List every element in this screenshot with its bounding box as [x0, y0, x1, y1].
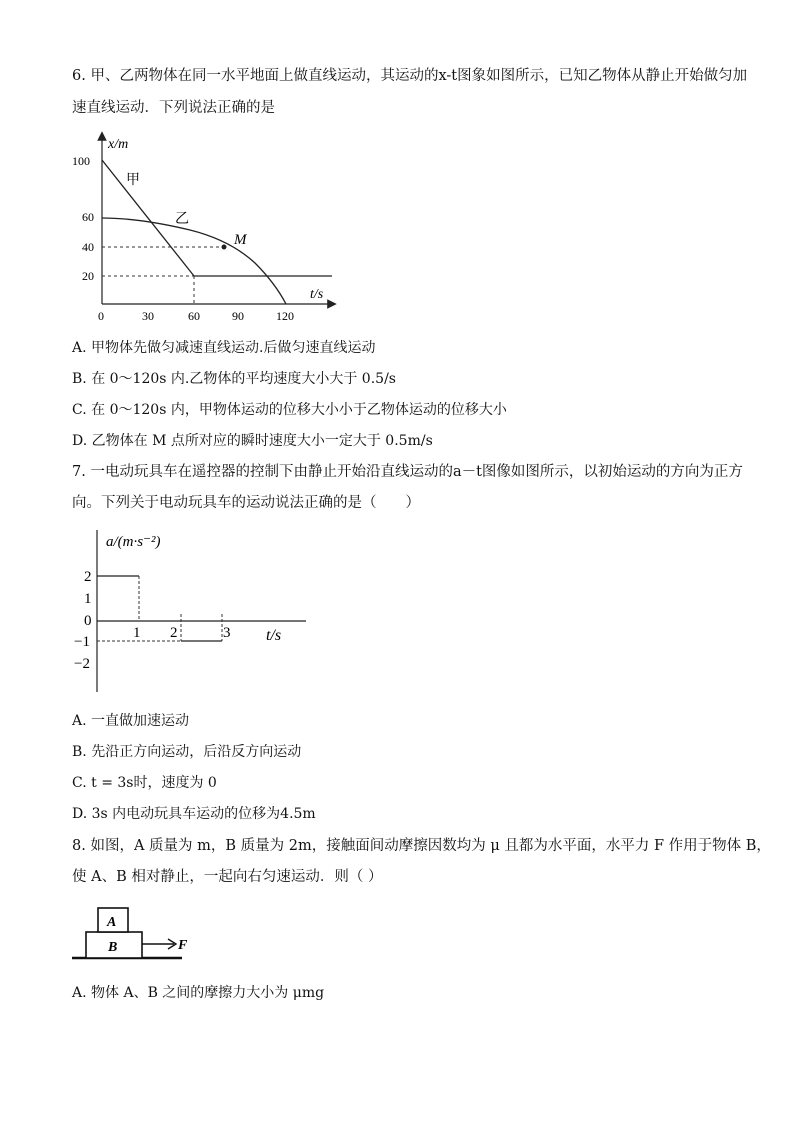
x-axis-label: t/s [310, 287, 324, 302]
y-tick-neg1: −1 [74, 634, 90, 650]
block-a-label: A [107, 915, 117, 930]
q6-option-a: A. 甲物体先做匀减速直线运动.后做匀速直线运动 [72, 340, 376, 356]
x-tick-60: 60 [188, 309, 200, 323]
curve-yi-label: 乙 [175, 212, 189, 227]
q7-option-b: B. 先沿正方向运动，后沿反方向运动 [72, 744, 302, 760]
x-tick-0: 0 [98, 309, 104, 323]
q8-stem-line2: 使 A、B 相对静止，一起向右匀速运动．则（ ） [72, 869, 383, 885]
x-tick-30: 30 [142, 309, 154, 323]
block-b-label: B [108, 940, 118, 955]
q7-stem-line1: 7. 一电动玩具车在遥控器的控制下由静止开始沿直线运动的a－t图像如图所示，以初始运动的方向为正方 [72, 464, 743, 480]
q7-stem-line2: 向。下列关于电动玩具车的运动说法正确的是（ ） [72, 495, 420, 511]
q6-stem-line1: 6. 甲、乙两物体在同一水平地面上做直线运动，其运动的x-t图象如图所示，已知乙物体从静止开始做匀加 [72, 68, 748, 84]
y-axis-label: a/(m·s⁻²) [106, 534, 161, 550]
x-tick-90: 90 [232, 309, 244, 323]
q6-stem-line2: 速直线运动．下列说法正确的是 [72, 100, 275, 116]
curve-yi [102, 218, 286, 304]
y-tick-neg2: −2 [74, 656, 90, 672]
y-tick-100: 100 [72, 154, 90, 168]
q6-option-b: B. 在 0～120s 内.乙物体的平均速度大小大于 0.5/s [72, 371, 396, 387]
q6-xt-graph [70, 128, 340, 328]
x-tick-1: 1 [133, 625, 141, 641]
y-tick-20: 20 [82, 269, 94, 283]
force-label: F [178, 938, 188, 953]
q8-stem-line1: 8. 如图，A 质量为 m，B 质量为 2m，接触面间动摩擦因数均为 μ 且都为水平面，水平力 F 作用于物体 B， [72, 838, 771, 854]
x-tick-120: 120 [276, 309, 294, 323]
y-tick-40: 40 [82, 240, 94, 254]
y-tick-2: 2 [84, 569, 92, 585]
q8-option-a: A. 物体 A、B 之间的摩擦力大小为 μmg [72, 985, 325, 1001]
point-m-label: M [234, 232, 247, 248]
q7-option-c: C. t = 3s时，速度为 0 [72, 775, 217, 791]
q7-option-d: D. 3s 内电动玩具车运动的位移为4.5m [72, 806, 316, 822]
x-tick-3: 3 [223, 625, 231, 641]
q7-at-graph [70, 526, 310, 696]
x-tick-2: 2 [170, 625, 178, 641]
q6-option-c: C. 在 0～120s 内，甲物体运动的位移大小小于乙物体运动的位移大小 [72, 402, 507, 418]
y-tick-60: 60 [82, 210, 94, 224]
y-axis-label: x/m [108, 137, 129, 152]
point-m [222, 245, 227, 250]
q7-option-a: A. 一直做加速运动 [72, 713, 190, 729]
curve-jia-label: 甲 [126, 173, 140, 188]
q6-option-d: D. 乙物体在 M 点所对应的瞬时速度大小一定大于 0.5m/s [72, 433, 433, 449]
q8-blocks-figure [70, 902, 210, 964]
y-tick-1: 1 [84, 591, 92, 607]
x-axis-label: t/s [266, 627, 282, 644]
y-tick-0: 0 [84, 613, 92, 629]
